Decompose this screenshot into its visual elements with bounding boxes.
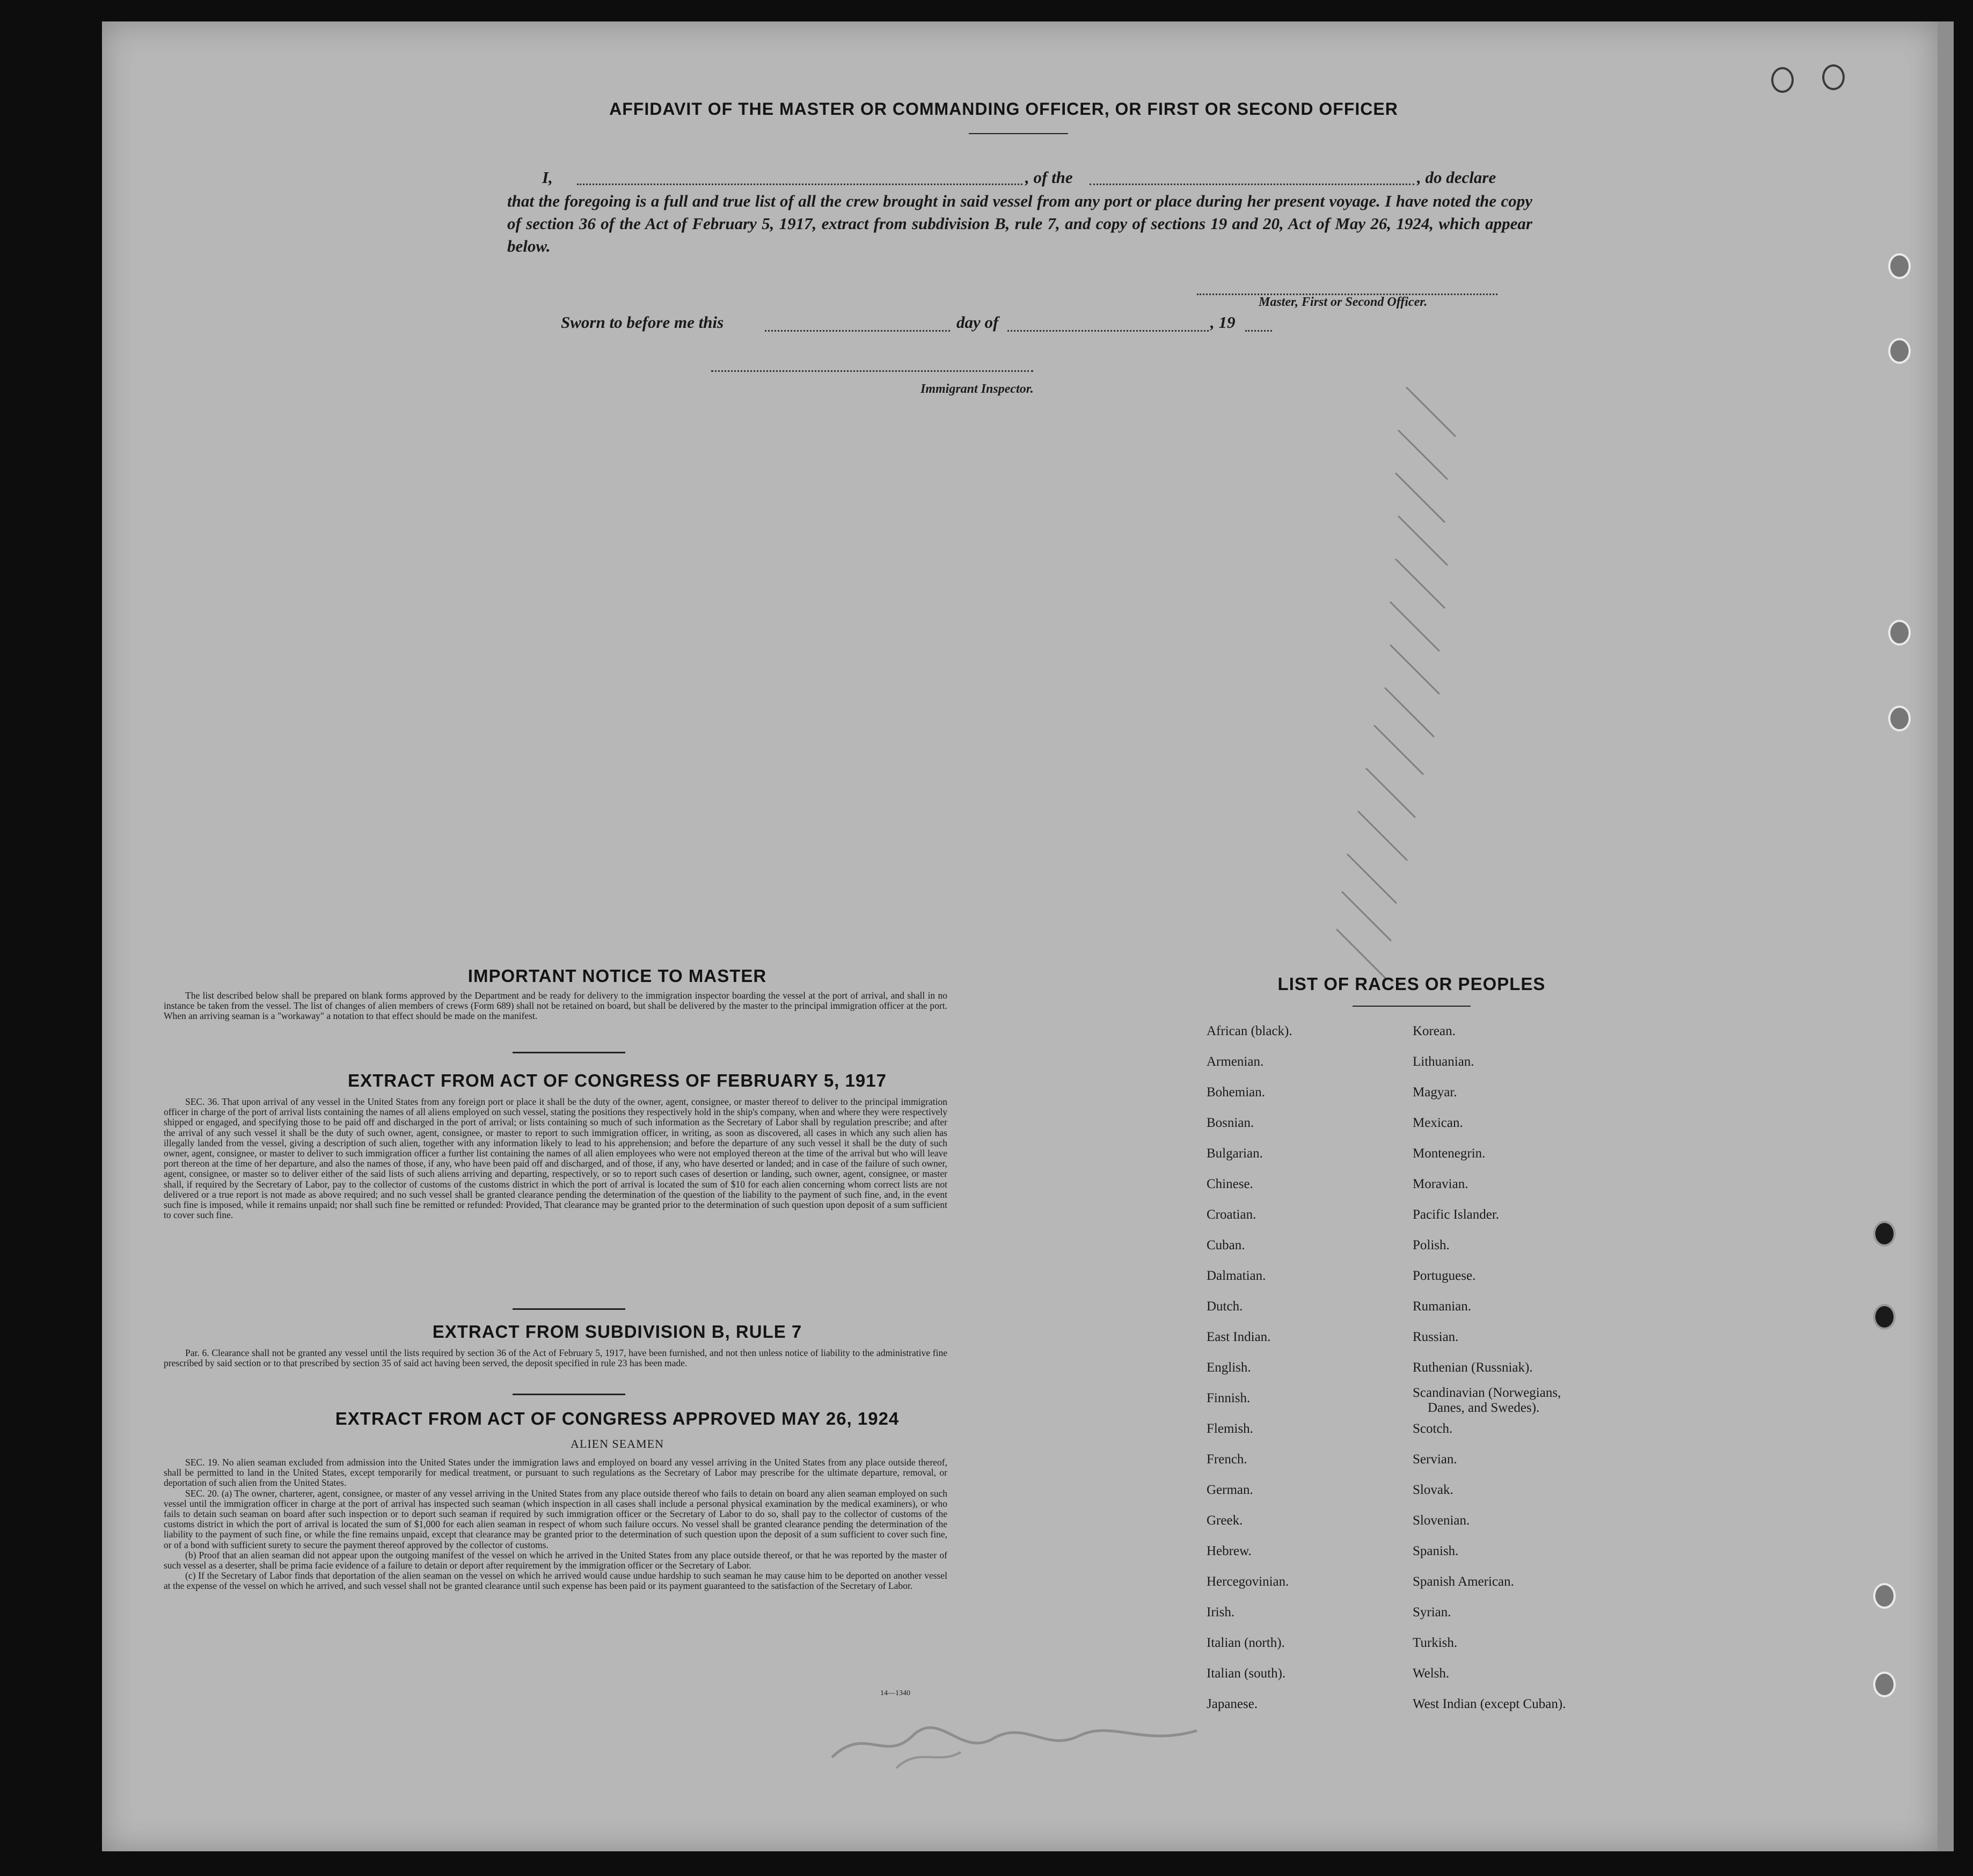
extract-1917-body [164,1097,947,1220]
notice-title: IMPORTANT NOTICE TO MASTER [467,966,767,986]
sec-20b-paragraph: (b) Proof that an alien seaman did not appear upon the outgoing manifest of the vessel on which he arrived in the United States from any place outside thereof, or that he was reported by the master of such vessel as a deserter, shall be prima facie evidence of a failure to detain or deport after requirement by the immigration officer or the Secretary of Labor. [164,1549,947,1571]
race-right-10: Rumanian. [1413,1299,1472,1314]
race-left-16: German. [1207,1483,1253,1497]
notice-paragraph: The list described below shall be prepared on blank forms approved by the Department and be ready for delivery to the immigration inspector boarding the vessel at the port of arrival, and shall in no instance be taken from the vessel. The list of changes of alien members of crews (Form 689) shall not be retained on board, but shall be delivered by the master to the principal immigration officer at the port. When an arriving seaman is a "workaway" a notation to that effect should be made on the manifest. [164,990,947,1022]
race-left-15: French. [1207,1452,1247,1467]
page-edge [1938,21,1954,1851]
race-right-6: Moravian. [1413,1177,1468,1191]
race-left-7: Croatian. [1207,1207,1256,1222]
race-right-4: Mexican. [1413,1116,1463,1130]
race-right-18: Spanish. [1413,1544,1459,1558]
binder-hole-icon [1888,706,1911,731]
race-right-2: Lithuanian. [1413,1054,1474,1069]
race-left-12: English. [1207,1360,1251,1375]
race-right-9: Portuguese. [1413,1269,1476,1283]
par-6-paragraph: Par. 6. Clearance shall not be granted any vessel until the lists required by section 36 of the Act of February 5, 1917, have been furnished, and not then unless notice of liability to the administrative fine prescribed by said section or to that prescribed by section 35 of said act having been served, the deposit specified in rule 23 has been made. [164,1347,947,1369]
affiant-label: I, [542,168,553,187]
race-left-11: East Indian. [1207,1330,1271,1344]
race-left-3: Bohemian. [1207,1085,1266,1100]
race-left-20: Irish. [1207,1605,1235,1619]
sworn-day-line[interactable] [765,330,950,332]
binder-hole-icon [1822,64,1845,90]
extract-rule7-title: EXTRACT FROM SUBDIVISION B, RULE 7 [432,1322,802,1342]
master-signature-label: Master, First or Second Officer. [1259,295,1428,309]
race-right-12: Ruthenian (Russniak). [1413,1360,1533,1375]
race-left-2: Armenian. [1207,1054,1264,1069]
sec-20a-paragraph: SEC. 20. (a) The owner, charterer, agent, consignee, or master of any vessel arriving in the United States from any place outside thereof who fails to detain on board any alien seaman employed on such vessel until the immigration officer in charge at the port of arrival has inspected such seaman (which inspection in all cases shall include a personal physical examination by the medical examiners), or who fails to detain such seaman on board after such inspection or to deport such seaman if required by such immigration officer or the Secretary of Labor to do so, shall pay to the collector of customs of the customs district in which the port of arrival is located the sum of $1,000 for each alien seaman in respect of whom such failure occurs. No vessel shall be granted clearance pending the determination of the liability to the payment of such fine, or while the fine remains unpaid, except that clearance may be granted prior to the determination of such question upon the deposit of a sum sufficient to cover such fine, or of a bond with sufficient surety to secure the payment thereof approved by the collector of customs. [164,1487,947,1550]
sec-36-paragraph: SEC. 36. That upon arrival of any vessel in the United States from any foreign port or place it shall be the duty of the owner, agent, consignee, or master thereof to deliver to the principal immigration officer in charge of the port of arrival lists containing the names of all aliens employed on such vessel, stating the positions they respectively hold in the ship's company, when and where they were respectively shipped or engaged, and specifying those to be paid off and discharged in the port of arrival; or lists containing so much of such information as the Secretary of Labor shall by regulation prescribe; and after the arrival of any such vessel it shall be the duty of such owner, agent, consignee, or master to report to such immigration officer, in writing, as soon as discovered, all cases in which any such alien has illegally landed from the vessel, giving a description of such alien, together with any information likely to lead to his apprehension; and before the departure of any such vessel it shall be the duty of such owner, agent, consignee, or master to deliver to such immigration officer a further list containing the names of all alien employees who were not employed thereon at the time of the arrival but who will leave port thereon at the time of her departure, and also the names of those, if any, who have been paid off and discharged, and of those, if any, who have deserted or landed; and in case of the failure of such owner, agent, consignee, or master so to deliver either of the said lists of such aliens arriving and departing, respectively, or so to report such cases of desertion or landing, such owner, agent, consignee, or master shall, if required by the Secretary of Labor, pay to the collector of customs of the customs district in which the port of arrival is located the sum of $10 for each alien concerning whom correct lists are not delivered or a true report is not made as above required; and no such vessel shall be granted clearance pending the determination of the question of the liability to the payment of such fine, and, in the event such fine is imposed, while it remains unpaid; nor shall such fine be remitted or refunded: Provided, That clearance may be granted prior to the determination of such question upon deposit of a sum sufficient to cover such fine. [164,1096,947,1221]
race-right-23: West Indian (except Cuban). [1413,1697,1566,1711]
sworn-label: Sworn to before me this [561,313,724,332]
race-left-14: Flemish. [1207,1421,1253,1436]
race-right-19: Spanish American. [1413,1574,1514,1589]
sec-20c-paragraph: (c) If the Secretary of Labor finds that deportation of the alien seaman on the vessel on which he arrived would cause undue hardship to such seaman he may cause him to be deported on another vessel at the expense of the vessel on which he arrived, and such vessel shall not be granted clearance until such expense has been paid or its payment guaranteed to the satisfaction of the Secretary of Labor. [164,1570,947,1592]
race-right-5: Montenegrin. [1413,1146,1486,1161]
divider-1 [513,1052,625,1053]
sec-19-paragraph: SEC. 19. No alien seaman excluded from admission into the United States under the immigration laws and employed on board any vessel arriving in the United States from any place outside thereof, shall be permitted to land in the United States, except temporarily for medical treatment, or pursuant to such regulations as the Secretary of Labor may prescribe for the ultimate departure, removal, or deportation of such alien from the United States. [164,1457,947,1489]
divider-3 [513,1394,625,1395]
affidavit-title: AFFIDAVIT OF THE MASTER OR COMMANDING OFFICER, OR FIRST OR SECOND OFFICER [609,99,1398,119]
binder-hole-icon [1771,67,1794,93]
race-right-21: Turkish. [1413,1636,1458,1650]
race-right-13-cont: Danes, and Swedes). [1428,1401,1540,1415]
faint-signature [821,1714,1213,1774]
race-left-1: African (black). [1207,1024,1292,1038]
race-right-8: Polish. [1413,1238,1450,1252]
race-left-17: Greek. [1207,1513,1243,1528]
race-right-1: Korean. [1413,1024,1456,1038]
race-left-13: Finnish. [1207,1391,1251,1405]
divider-2 [513,1308,625,1310]
race-right-22: Welsh. [1413,1666,1450,1681]
race-right-17: Slovenian. [1413,1513,1470,1528]
affiant-name-line[interactable] [577,184,1022,185]
race-right-11: Russian. [1413,1330,1459,1344]
extract-1924-body [164,1457,947,1592]
race-right-16: Slovak. [1413,1483,1453,1497]
of-the-label: , of the [1025,168,1073,187]
race-right-14: Scotch. [1413,1421,1453,1436]
binder-hole-icon [1873,1221,1896,1247]
title-divider [969,133,1068,134]
extract-1917-title: EXTRACT FROM ACT OF CONGRESS OF FEBRUARY 5, 1917 [348,1071,887,1090]
binder-hole-icon [1888,620,1911,646]
race-right-13: Scandinavian (Norwegians, [1413,1386,1561,1400]
vessel-name-line[interactable] [1090,184,1414,185]
race-left-19: Hercegovinian. [1207,1574,1289,1589]
binder-hole-icon [1873,1583,1896,1609]
binder-hole-icon [1873,1672,1896,1697]
race-left-18: Hebrew. [1207,1544,1252,1558]
race-left-6: Chinese. [1207,1177,1253,1191]
race-left-5: Bulgarian. [1207,1146,1263,1161]
sworn-year-line[interactable] [1245,330,1272,332]
binder-hole-icon [1888,338,1911,364]
form-number: 14—1340 [880,1689,910,1697]
race-left-23: Japanese. [1207,1697,1258,1711]
extract-1924-title: EXTRACT FROM ACT OF CONGRESS APPROVED MAY 26, 1924 [335,1409,900,1428]
day-of-label: day of [956,313,999,332]
race-left-22: Italian (south). [1207,1666,1286,1681]
year-label: , 19 [1210,313,1236,332]
extract-rule7-body [164,1348,947,1368]
affidavit-statement: that the foregoing is a full and true list of all the crew brought in said vessel from any port or place during her present voyage. I have noted the copy of section 36 of the Act of February 5, 1917, extract from subdivision B, rule 7, and copy of sections 19 and 20, Act of May 26, 1924, which appear below. [507,192,1532,255]
race-left-8: Cuban. [1207,1238,1245,1252]
races-divider [1353,1006,1471,1007]
notice-body [164,991,947,1022]
races-title: LIST OF RACES OR PEOPLES [1277,974,1546,994]
race-left-4: Bosnian. [1207,1116,1254,1130]
do-declare-label: , do declare [1417,168,1496,187]
race-left-21: Italian (north). [1207,1636,1285,1650]
race-right-3: Magyar. [1413,1085,1457,1100]
inspector-signature-line[interactable] [711,370,1033,372]
binder-hole-icon [1888,253,1911,279]
race-left-10: Dutch. [1207,1299,1243,1314]
binder-hole-icon [1873,1304,1896,1330]
inspector-signature-label: Immigrant Inspector. [920,382,1034,396]
alien-seamen-subtitle: ALIEN SEAMEN [571,1437,664,1450]
race-right-15: Servian. [1413,1452,1457,1467]
race-left-9: Dalmatian. [1207,1269,1266,1283]
race-right-7: Pacific Islander. [1413,1207,1500,1222]
race-right-20: Syrian. [1413,1605,1451,1619]
sworn-month-line[interactable] [1007,330,1209,332]
